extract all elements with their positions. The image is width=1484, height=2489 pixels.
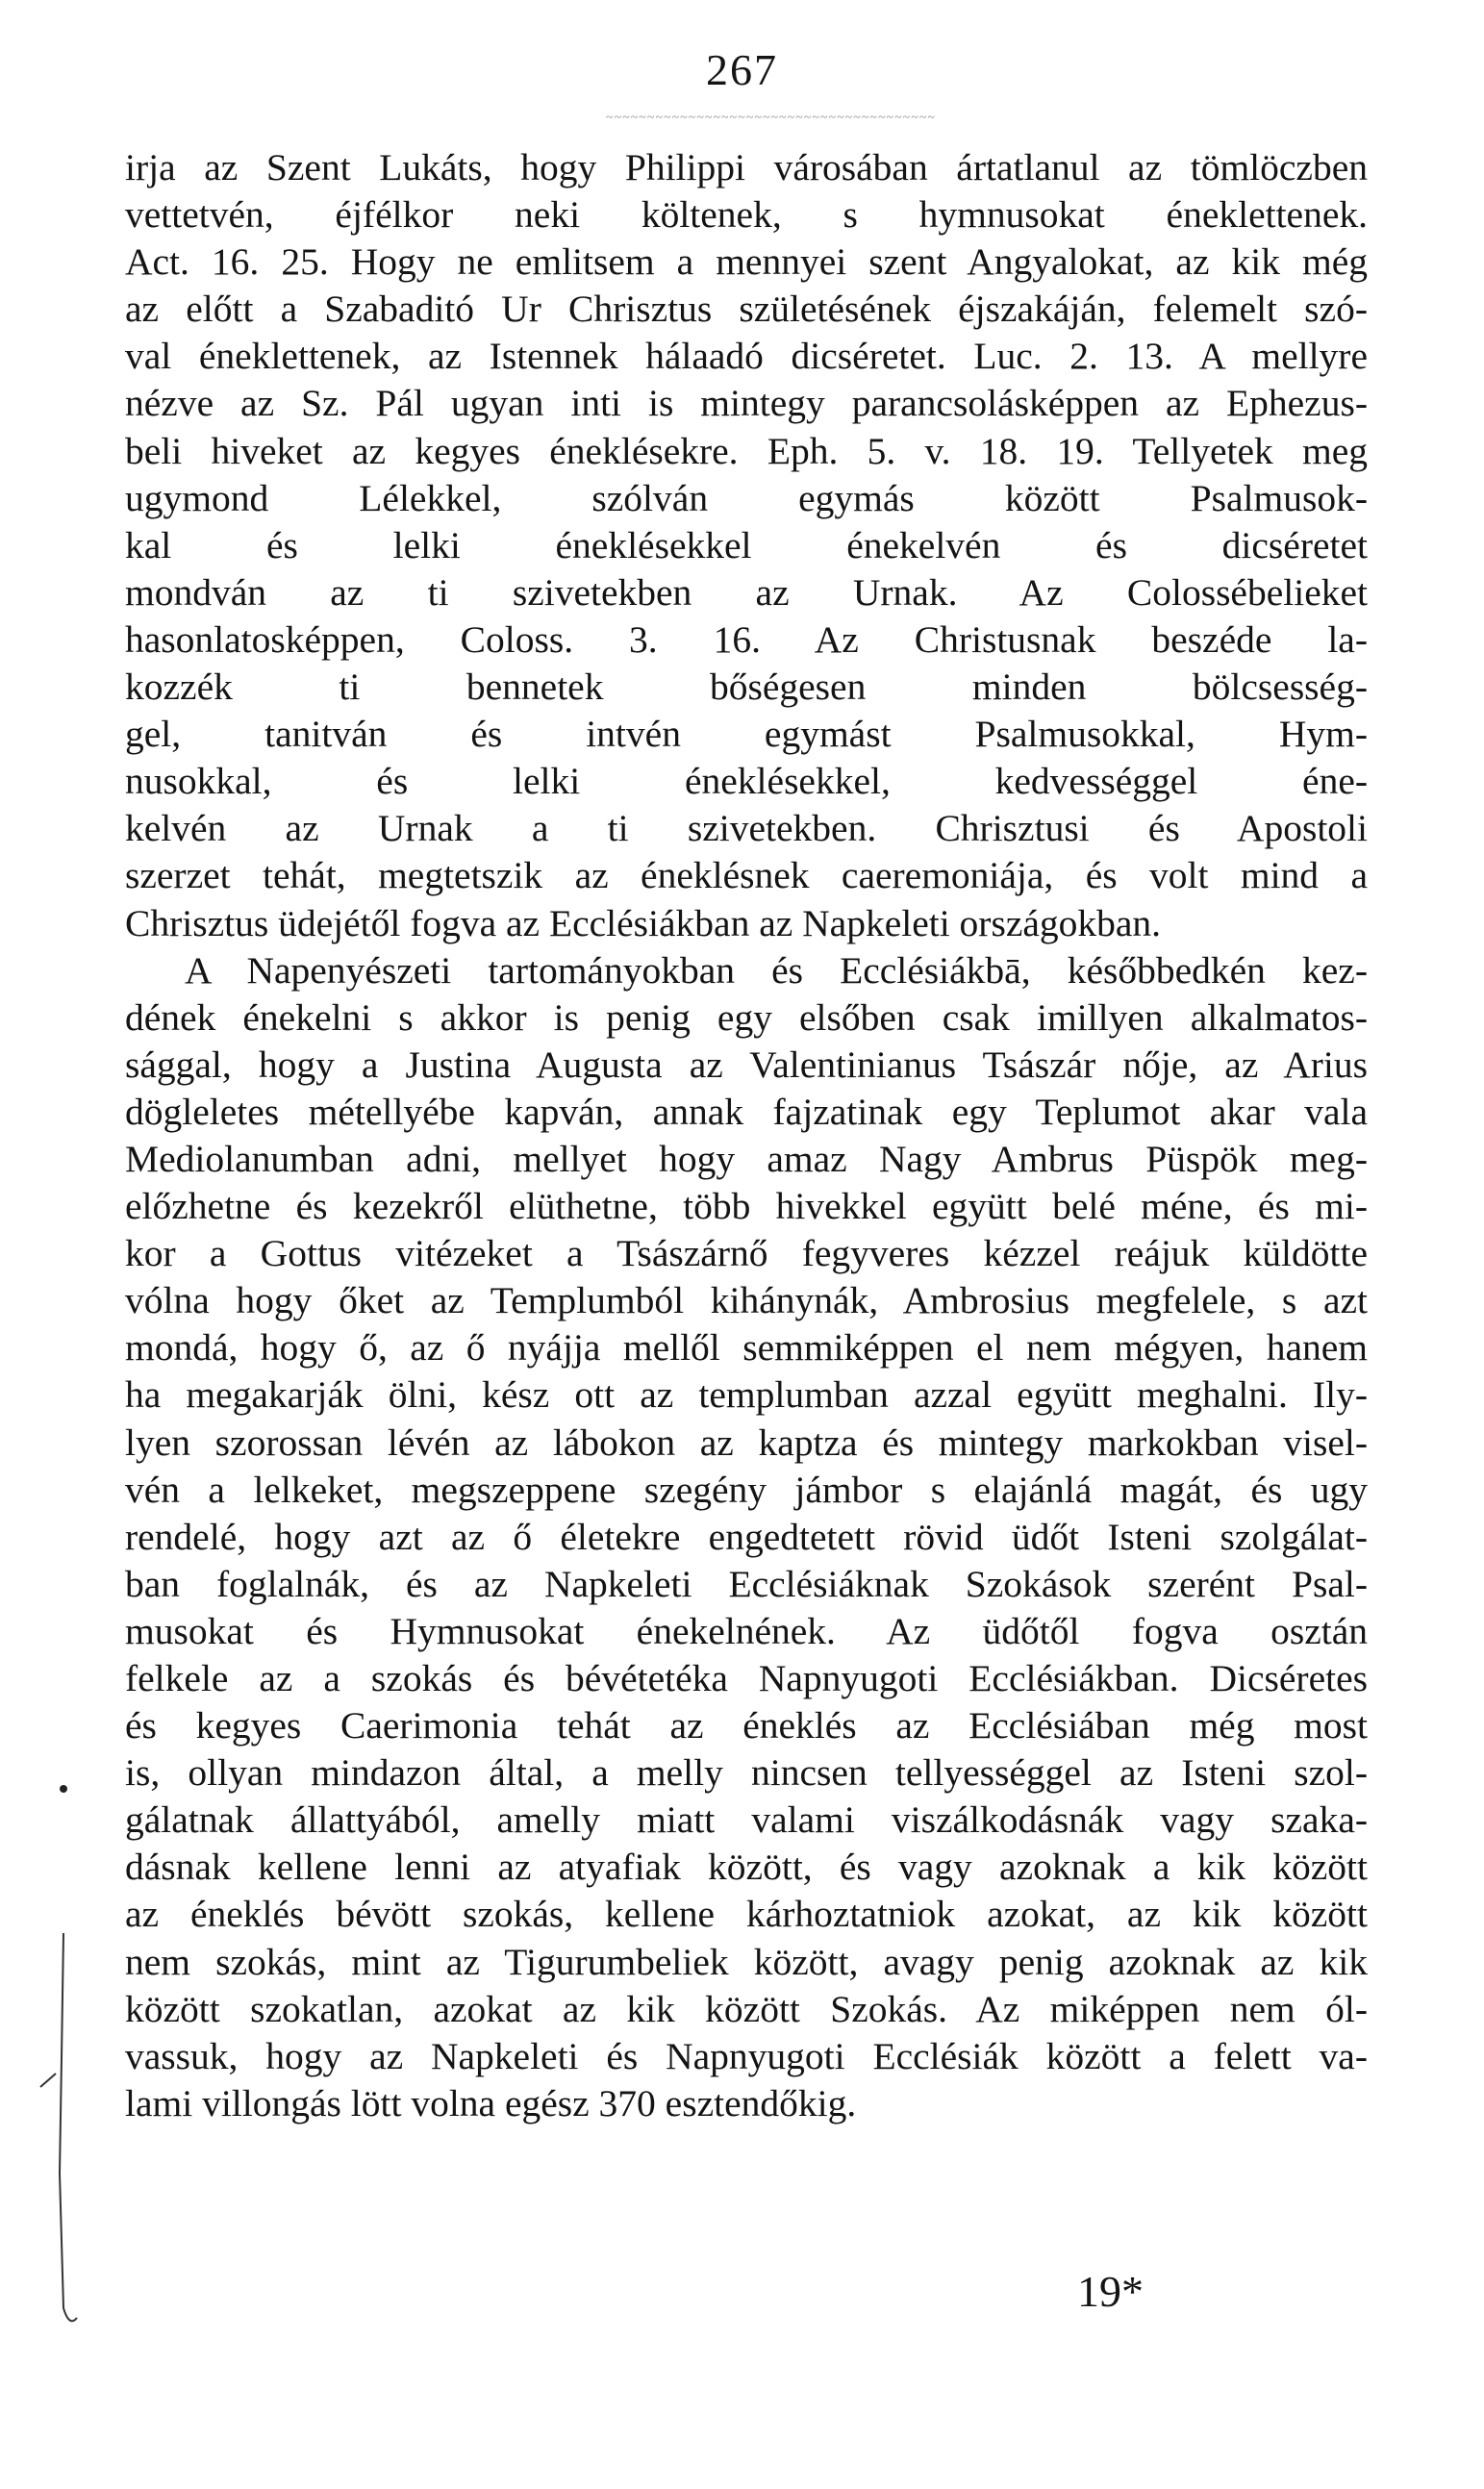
text-row — [125, 1986, 1368, 2033]
text-row — [125, 1514, 1368, 1561]
text-line: gel, tanitván és intvén egymást Psalmusokkal, Hym- — [125, 713, 1368, 756]
text-row — [125, 1136, 1368, 1183]
text-row — [125, 1371, 1368, 1419]
text-line: nusokkal, és lelki éneklésekkel, kedvességgel éne- — [125, 760, 1368, 803]
text-line: lyen szorossan lévén az lábokon az kaptza és mintegy markokban visel- — [125, 1420, 1368, 1464]
text-line: mondván az ti szivetekben az Urnak. Az Colossébelieket — [125, 570, 1368, 614]
header-ornament: ~~~~~~~~~~~~~~~~~~~~~~~~~~~~~~~~~~~~~~~~ — [606, 111, 936, 125]
text-line: A Napenyészeti tartományokban és Ecclésiákbā, későbbedkén kez- — [185, 948, 1368, 992]
text-line: között szokatlan, azokat az kik között Szokás. Az miképpen nem ól- — [125, 1987, 1368, 2030]
text-line: ban foglalnák, és az Napkeleti Ecclésiáknak Szokások szerént Psal- — [125, 1562, 1368, 1605]
text-line: nem szokás, mint az Tigurumbeliek között, avagy penig azoknak az kik — [125, 1940, 1368, 1983]
text-row — [125, 1277, 1368, 1324]
text-row — [125, 428, 1368, 475]
text-row — [125, 616, 1368, 664]
text-line: vettetvén, éjfélkor neki költenek, s hymnusokat éneklettenek. — [125, 193, 1368, 237]
text-line: beli hiveket az kegyes éneklésekre. Eph. 5. v. 18. 19. Tellyetek meg — [125, 429, 1368, 472]
text-row — [125, 475, 1368, 522]
paragraph-2 — [125, 947, 1368, 2127]
text-row — [125, 1561, 1368, 1608]
text-row — [125, 1939, 1368, 1986]
text-line: vén a lelkeket, megszeppene szegény jámbor s elajánlá magát, és ugy — [125, 1468, 1368, 1511]
text-line: lami villongás lött volna egész 370 esztendőkig. — [125, 2081, 857, 2124]
margin-pencil-marks — [35, 1770, 92, 2347]
margin-dot — [60, 1785, 67, 1793]
text-line: kor a Gottus vitézeket a Tsászárnő fegyveres kézzel reájuk küldötte — [125, 1232, 1368, 1275]
page-number: 267 — [706, 45, 778, 94]
text-line: az előtt a Szabaditó Ur Chrisztus születésének éjszakáján, felemelt szó- — [125, 288, 1368, 331]
text-line: kozzék ti bennetek bőségesen minden bölcsesség- — [125, 666, 1368, 709]
text-row — [125, 758, 1368, 805]
text-line: ugymond Lélekkel, szólván egymás között Psalmusok- — [125, 476, 1368, 519]
text-line: nézve az Sz. Pál ugyan inti is mintegy parancsolásképpen az Ephezus- — [125, 382, 1368, 425]
text-line: dásnak kellene lenni az atyafiak között, és vagy azoknak a kik között — [125, 1846, 1368, 1889]
text-row — [125, 191, 1368, 239]
text-line: hasonlatosképpen, Coloss. 3. 16. Az Christusnak beszéde la- — [125, 617, 1368, 661]
text-row — [125, 2033, 1368, 2080]
text-row — [125, 569, 1368, 616]
text-row — [125, 1797, 1368, 1844]
text-row — [125, 239, 1368, 286]
text-line: előzhetne és kezekről elüthetne, több hivekkel együtt belé méne, és mi- — [125, 1185, 1368, 1228]
text-row — [125, 664, 1368, 711]
text-line: mondá, hogy ő, az ő nyájja mellől semmiképpen el nem mégyen, hanem — [125, 1326, 1368, 1370]
text-row — [125, 1749, 1368, 1797]
margin-tick — [40, 2074, 56, 2087]
text-row — [125, 1183, 1368, 1230]
text-line: és kegyes Caerimonia tehát az éneklés az Ecclésiában még most — [125, 1704, 1368, 1747]
text-row — [125, 1844, 1368, 1891]
text-line: irja az Szent Lukáts, hogy Philippi városában ártatlanul az tömlöczben — [125, 146, 1368, 189]
text-line: vassuk, hogy az Napkeleti és Napnyugoti Ecclésiák között a felett va- — [125, 2034, 1368, 2077]
text-row — [125, 852, 1368, 899]
text-line: sággal, hogy a Justina Augusta az Valentinianus Tsászár nője, az Arius — [125, 1043, 1368, 1086]
text-line: kal és lelki éneklésekkel énekelvén és dicséretet — [125, 523, 1368, 566]
text-row — [125, 1420, 1368, 1467]
text-line: rendelé, hogy azt az ő életekre engedtetett rövid üdőt Isteni szolgálat- — [125, 1515, 1368, 1558]
text-row — [125, 805, 1368, 852]
text-row — [125, 2080, 1368, 2127]
paragraph-1 — [125, 144, 1368, 947]
margin-bracket-line — [60, 1933, 63, 2308]
text-row — [125, 380, 1368, 427]
text-row — [125, 1324, 1368, 1371]
text-row — [125, 1467, 1368, 1514]
text-row — [125, 1891, 1368, 1938]
text-line: val éneklettenek, az Istennek hálaadó dicséretet. Luc. 2. 13. A mellyre — [125, 335, 1368, 378]
text-line: ha megakarják ölni, kész ott az templumban azzal együtt meghalni. Ily- — [125, 1373, 1368, 1417]
text-row — [125, 522, 1368, 569]
text-line: szerzet tehát, megtetszik az éneklésnek caeremoniája, és volt mind a — [125, 854, 1368, 897]
text-line: Mediolanumban adni, mellyet hogy amaz Nagy Ambrus Püspök meg- — [125, 1137, 1368, 1180]
margin-hook — [63, 2308, 77, 2321]
text-line: musokat és Hymnusokat énekelnének. Az üdőtől fogva osztán — [125, 1609, 1368, 1652]
text-row — [125, 711, 1368, 758]
text-row — [125, 1608, 1368, 1655]
text-row — [125, 333, 1368, 380]
printer-signature-mark: 19* — [1077, 2267, 1144, 2316]
text-row — [125, 900, 1368, 947]
text-row — [125, 947, 1368, 994]
text-line: is, ollyan mindazon által, a melly nincsen tellyességgel az Isteni szol- — [125, 1751, 1368, 1795]
text-row — [125, 994, 1368, 1042]
text-line: Chrisztus üdejétől fogva az Ecclésiákban az Napkeleti országokban. — [125, 901, 1162, 944]
text-line: az éneklés bévött szokás, kellene kárhoztatniok azokat, az kik között — [125, 1893, 1368, 1936]
text-row — [125, 1230, 1368, 1277]
text-line: kelvén az Urnak a ti szivetekben. Chrisztusi és Apostoli — [125, 807, 1368, 850]
text-row — [125, 1042, 1368, 1089]
text-line: vólna hogy őket az Templumból kihánynák, Ambrosius megfelele, s azt — [125, 1279, 1368, 1322]
body-text — [125, 144, 1368, 2127]
text-line: gálatnak állattyából, amelly miatt valami viszálkodásnák vagy szaka- — [125, 1798, 1368, 1842]
text-row — [125, 286, 1368, 333]
text-line: Act. 16. 25. Hogy ne emlitsem a mennyei szent Angyalokat, az kik még — [125, 240, 1368, 284]
text-row — [125, 1089, 1368, 1136]
text-row — [125, 1702, 1368, 1749]
text-line: dögleletes métellyébe kapván, annak fajzatinak egy Teplumot akar vala — [125, 1090, 1368, 1133]
text-line: felkele az a szokás és bévétetéka Napnyugoti Ecclésiákban. Dicséretes — [125, 1657, 1368, 1699]
text-line: dének énekelni s akkor is penig egy elsőben csak imillyen alkalmatos- — [125, 995, 1368, 1039]
text-row — [125, 1655, 1368, 1702]
text-row — [125, 144, 1368, 191]
